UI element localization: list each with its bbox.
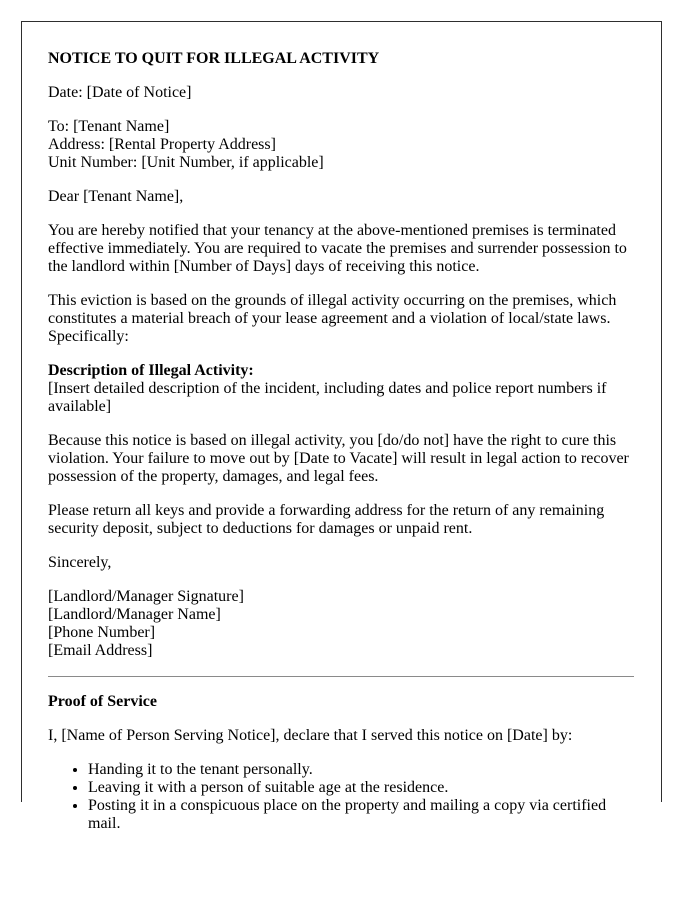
signature-block bbox=[48, 588, 634, 660]
proof-of-service-declaration: I, [Name of Person Serving Notice], declare that I served this notice on [Date] by: bbox=[48, 727, 573, 744]
salutation: Dear [Tenant Name], bbox=[48, 188, 184, 205]
section-divider bbox=[48, 676, 634, 677]
paragraph-termination: You are hereby notified that your tenancy at the above-mentioned premises is terminated effective immediately. You are required to vacate the premises and surrender possession to the landlord within [Number of Days] days of receiving this notice. bbox=[48, 222, 627, 275]
service-methods-list bbox=[48, 761, 634, 833]
service-method-item: • Leaving it with a person of suitable age at the residence. bbox=[88, 779, 634, 797]
service-method-item: • Posting it in a conspicuous place on the property and mailing a copy via certified mail. bbox=[88, 797, 634, 833]
description-heading: Description of Illegal Activity: bbox=[48, 362, 254, 379]
recipient-unit-line: Unit Number: [Unit Number, if applicable] bbox=[48, 154, 324, 171]
paragraph-grounds: This eviction is based on the grounds of illegal activity occurring on the premises, which constitutes a material breach of your lease agreement and a violation of local/state laws. Specifically: bbox=[48, 292, 617, 345]
recipient-address-line: Address: [Rental Property Address] bbox=[48, 136, 276, 153]
paragraph-cure: Because this notice is based on illegal activity, you [do/do not] have the right to cure this violation. Your failure to move out by [Date to Vacate] will result in legal action to recover possession of the property, damages, and legal fees. bbox=[48, 432, 629, 485]
recipient-block bbox=[48, 118, 634, 172]
document-title: NOTICE TO QUIT FOR ILLEGAL ACTIVITY bbox=[48, 50, 380, 67]
paragraph-keys: Please return all keys and provide a forwarding address for the return of any remaining security deposit, subject to deductions for damages or unpaid rent. bbox=[48, 502, 605, 537]
service-method-item: • Handing it to the tenant personally. bbox=[88, 761, 634, 779]
date-line: Date: [Date of Notice] bbox=[48, 84, 192, 101]
signature-name-line: [Landlord/Manager Name] bbox=[48, 606, 221, 623]
description-body: [Insert detailed description of the incident, including dates and police report numbers if available] bbox=[48, 380, 607, 415]
document-frame bbox=[21, 21, 662, 832]
closing: Sincerely, bbox=[48, 554, 112, 571]
proof-of-service-heading: Proof of Service bbox=[48, 693, 157, 710]
signature-phone-line: [Phone Number] bbox=[48, 624, 156, 641]
signature-line: [Landlord/Manager Signature] bbox=[48, 588, 244, 605]
signature-email-line: [Email Address] bbox=[48, 642, 153, 659]
description-block bbox=[48, 362, 634, 416]
recipient-to-line: To: [Tenant Name] bbox=[48, 118, 170, 135]
